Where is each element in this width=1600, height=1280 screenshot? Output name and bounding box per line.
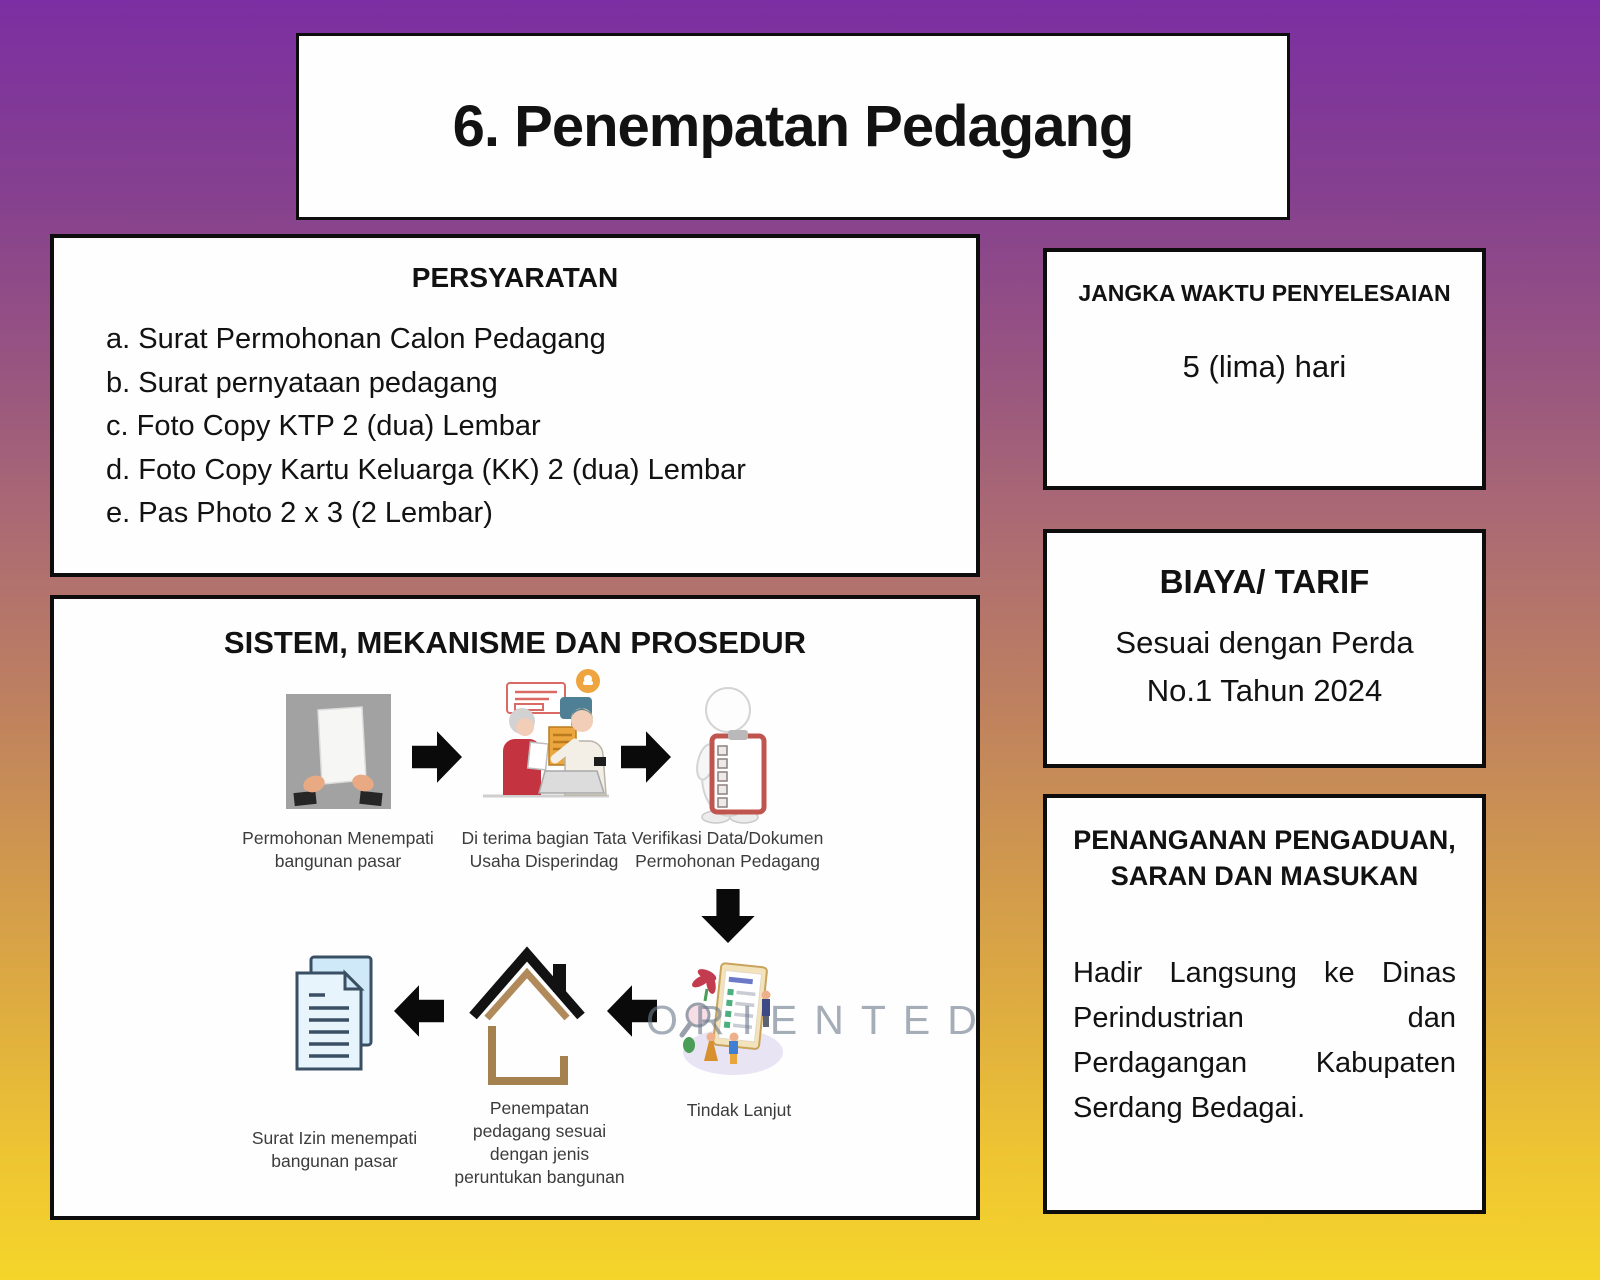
requirements-heading: PERSYARATAN [411,262,619,293]
flow-step-label: Penempatan pedagang sesuai dengan jenis peruntukan bangunan [454,1098,625,1188]
verification-clipboard-icon [684,684,774,824]
arrow-down-icon [699,889,757,943]
arrow-right-icon [621,729,671,785]
flow-step-label: Permohonan Menempati bangunan pasar [242,828,434,872]
flow-step-label: Surat Izin menempati bangunan pasar [251,1128,418,1172]
arrow-left-icon [394,983,444,1039]
complaints-body: Hadir Langsung ke Dinas Perindustrian dan Perdagangan Kabupaten Serdang Bedagai. [1073,956,1456,1124]
list-item: a. Surat Permohonan Calon Pedagang [106,323,606,355]
reception-desk-icon [469,667,619,807]
cost-heading: BIAYA/ TARIF [1159,563,1370,600]
house-icon [467,942,587,1089]
list-item: c. Foto Copy KTP 2 (dua) Lembar [106,410,541,442]
list-item: b. Surat pernyataan pedagang [106,366,498,399]
completion-time-heading: JANGKA WAKTU PENYELESAIAN [1078,280,1451,306]
flow-step-label: Tindak Lanjut [686,1100,792,1120]
flow-step-label: Verifikasi Data/Dokumen Permohonan Pedagang [631,828,824,872]
cost-panel [1043,529,1486,768]
title-box [296,33,1290,220]
procedure-heading: SISTEM, MEKANISME DAN PROSEDUR [223,625,807,660]
flow-step-label: Di terima bagian Tata Usaha Disperindag [461,828,627,872]
watermark-text: ORIENTED [646,997,994,1043]
cost-value: Sesuai dengan Perda No.1 Tahun 2024 [1115,625,1414,709]
completion-time-panel [1043,248,1486,490]
completion-time-value: 5 (lima) hari [1182,349,1347,384]
page-title: 6. Penempatan Pedagang [452,94,1134,159]
complaints-heading: PENANGANAN PENGADUAN, SARAN DAN MASUKAN [1073,825,1456,892]
application-paper-icon [286,694,391,809]
requirements-list [84,318,946,536]
permit-documents-icon [287,951,382,1076]
list-item: e. Pas Photo 2 x 3 (2 Lembar) [106,497,493,529]
requirements-panel [50,234,980,577]
list-item: d. Foto Copy Kartu Keluarga (KK) 2 (dua) Lembar [106,453,746,486]
procedure-panel [50,595,994,1220]
complaints-panel [1043,794,1486,1214]
arrow-right-icon [412,729,462,785]
